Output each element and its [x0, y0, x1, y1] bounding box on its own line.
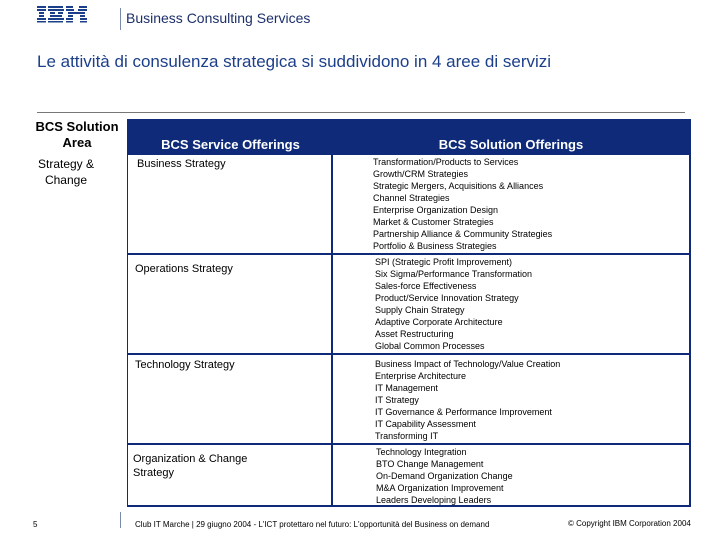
solution-item: Business Impact of Technology/Value Creation: [375, 359, 561, 369]
solution-item: M&A Organization Improvement: [376, 483, 504, 493]
service-offerings-header: BCS Service Offerings: [161, 137, 300, 152]
solution-item: IT Strategy: [375, 395, 419, 405]
solution-item: BTO Change Management: [376, 459, 484, 469]
service-label: Technology Strategy: [135, 359, 235, 371]
solution-item: IT Capability Assessment: [375, 419, 476, 429]
area-header-line: BCS Solution: [35, 119, 119, 134]
solution-offerings-header: BCS Solution Offerings: [438, 137, 584, 152]
solution-item: Supply Chain Strategy: [375, 305, 465, 315]
title-divider: [37, 112, 685, 113]
area-name: [27, 156, 105, 188]
footer-copyright: © Copyright IBM Corporation 2004: [568, 519, 691, 528]
solution-item: Growth/CRM Strategies: [373, 169, 469, 179]
solution-item: Transforming IT: [375, 431, 439, 441]
header-divider: [120, 8, 121, 30]
solution-item: Market & Customer Strategies: [373, 217, 494, 227]
solution-item: Partnership Alliance & Community Strategies: [373, 229, 553, 239]
solution-item: Sales-force Effectiveness: [375, 281, 477, 291]
page-title: Le attività di consulenza strategica si suddividono in 4 aree di servizi: [37, 52, 552, 71]
solution-item: IT Management: [375, 383, 438, 393]
area-name-line: Strategy &: [37, 157, 95, 171]
solution-item: Enterprise Architecture: [375, 371, 467, 381]
service-label: Operations Strategy: [135, 263, 233, 275]
footer-divider: [120, 512, 121, 528]
area-header-line: Area: [62, 135, 92, 150]
solution-item: Portfolio & Business Strategies: [373, 241, 497, 251]
solution-list: [373, 156, 552, 252]
header-title: Business Consulting Services: [126, 10, 311, 26]
service-label: Business Strategy: [137, 158, 226, 170]
solution-item: On-Demand Organization Change: [376, 471, 513, 481]
solution-item: Leaders Developing Leaders: [376, 495, 492, 505]
page-number: 5: [33, 520, 38, 529]
solution-item: Channel Strategies: [373, 193, 450, 203]
solution-item: Global Common Processes: [375, 341, 485, 351]
ibm-logo: [37, 5, 87, 23]
solution-item: Technology Integration: [376, 447, 467, 457]
solution-item: Adaptive Corporate Architecture: [375, 317, 503, 327]
solution-item: Enterprise Organization Design: [373, 205, 499, 215]
solution-item: SPI (Strategic Profit Improvement): [375, 257, 513, 267]
solution-item: Transformation/Products to Services: [373, 157, 519, 167]
solution-list: [375, 256, 532, 352]
area-header: [27, 119, 127, 151]
solution-item: Product/Service Innovation Strategy: [375, 293, 519, 303]
solution-item: Strategic Mergers, Acquisitions & Alliances: [373, 181, 544, 191]
area-name-line: Change: [44, 173, 88, 187]
footer-text: Club IT Marche | 29 giugno 2004 - L'ICT protettaro nel futuro: L'opportunità del Business on demand: [135, 520, 490, 529]
solution-item: Asset Restructuring: [375, 329, 454, 339]
solution-item: IT Governance & Performance Improvement: [375, 407, 552, 417]
solution-list: [375, 358, 560, 442]
solution-item: Six Sigma/Performance Transformation: [375, 269, 533, 279]
service-label: Organization & Change Strategy: [133, 453, 248, 479]
solution-list: [376, 446, 513, 506]
